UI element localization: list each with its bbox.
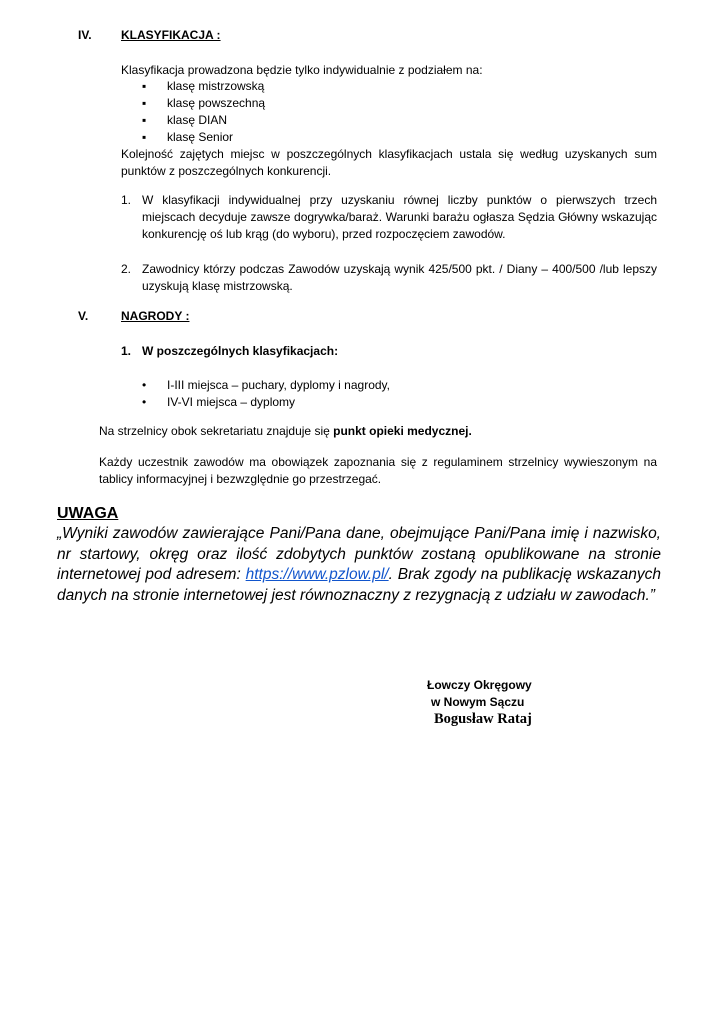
medical-point-bold: punkt opieki medycznej. — [333, 424, 472, 438]
ranking-order-text: Kolejność zajętych miejsc w poszczególnych klasyfikacjach ustala się według uzyskanych sum punktów z poszczególnych konkurencji. — [121, 147, 657, 178]
notice-heading: UWAGA — [57, 505, 119, 522]
list-item: ▪ klasę mistrzowską — [142, 79, 265, 93]
list-item: ▪ klasę Senior — [142, 130, 234, 144]
classification-intro: Klasyfikacja prowadzona będzie tylko indywidualnie z podziałem na: — [121, 63, 483, 77]
master-class-text: Zawodnicy którzy podczas Zawodów uzyskają wynik 425/500 pkt. / Diany – 400/500 /lub lepszy uzyskują klasę mistrzowską. — [142, 262, 657, 293]
section-5-heading: NAGRODY : — [121, 309, 190, 323]
prizes-sub-number: 1. — [121, 344, 132, 358]
bullet-icon: ▪ — [142, 130, 147, 144]
list-item: • IV-VI miejsca – dyplomy — [142, 395, 296, 409]
signature-title: Łowczy Okręgowy — [427, 678, 532, 692]
list-item: ▪ klasę powszechną — [142, 96, 266, 110]
bullet-icon: • — [142, 395, 147, 409]
list-item: ▪ klasę DIAN — [142, 113, 228, 127]
medical-point-text: Na strzelnicy obok sekretariatu znajduje się punkt opieki medycznej. — [99, 424, 472, 438]
section-4-numeral: IV. — [78, 28, 92, 42]
bullet-icon: ▪ — [142, 79, 147, 93]
notice-text: „Wyniki zawodów zawierające Pani/Pana dane, obejmujące Pani/Pana imię i nazwisko, nr startowy, okręg oraz ilość zdobytych punktów zostaną opublikowane na stronie internetowej pod adresem: https://www.pzlow.pl/. Brak zgody na publikację wskazanych danych na stronie internetowej jest równoznaczny z rezygnacją z udziału w zawodach.” — [57, 525, 662, 604]
item-1-number: 1. — [121, 193, 132, 207]
signature-name: Bogusław Rataj — [434, 711, 532, 727]
prize-list — [142, 377, 390, 411]
signature-location: w Nowym Sączu — [431, 695, 525, 709]
pzlow-link[interactable]: https://www.pzlow.pl/ — [245, 566, 389, 583]
section-4-heading: KLASYFIKACJA : — [121, 28, 221, 42]
prizes-sub-heading: W poszczególnych klasyfikacjach: — [142, 344, 339, 358]
tiebreak-text: W klasyfikacji indywidualnej przy uzyskaniu równej liczby punktów o pierwszych trzech miejscach decyduje zawsze dogrywka/baraż. Warunki barażu ogłasza Sędzia Główny wskazując konkurencję oś lub krąg (do wyboru), przed rozpoczęciem zawodów. — [142, 193, 657, 241]
bullet-icon: ▪ — [142, 113, 147, 127]
class-list — [142, 78, 265, 146]
bullet-icon: ▪ — [142, 96, 147, 110]
section-5-numeral: V. — [78, 309, 89, 323]
bullet-icon: • — [142, 378, 147, 392]
list-item: • I-III miejsca – puchary, dyplomy i nagrody, — [142, 378, 390, 392]
item-2-number: 2. — [121, 262, 132, 276]
range-rules-text: Każdy uczestnik zawodów ma obowiązek zapoznania się z regulaminem strzelnicy wywieszonym na tablicy informacyjnej i bezwzględnie go przestrzegać. — [99, 455, 657, 486]
